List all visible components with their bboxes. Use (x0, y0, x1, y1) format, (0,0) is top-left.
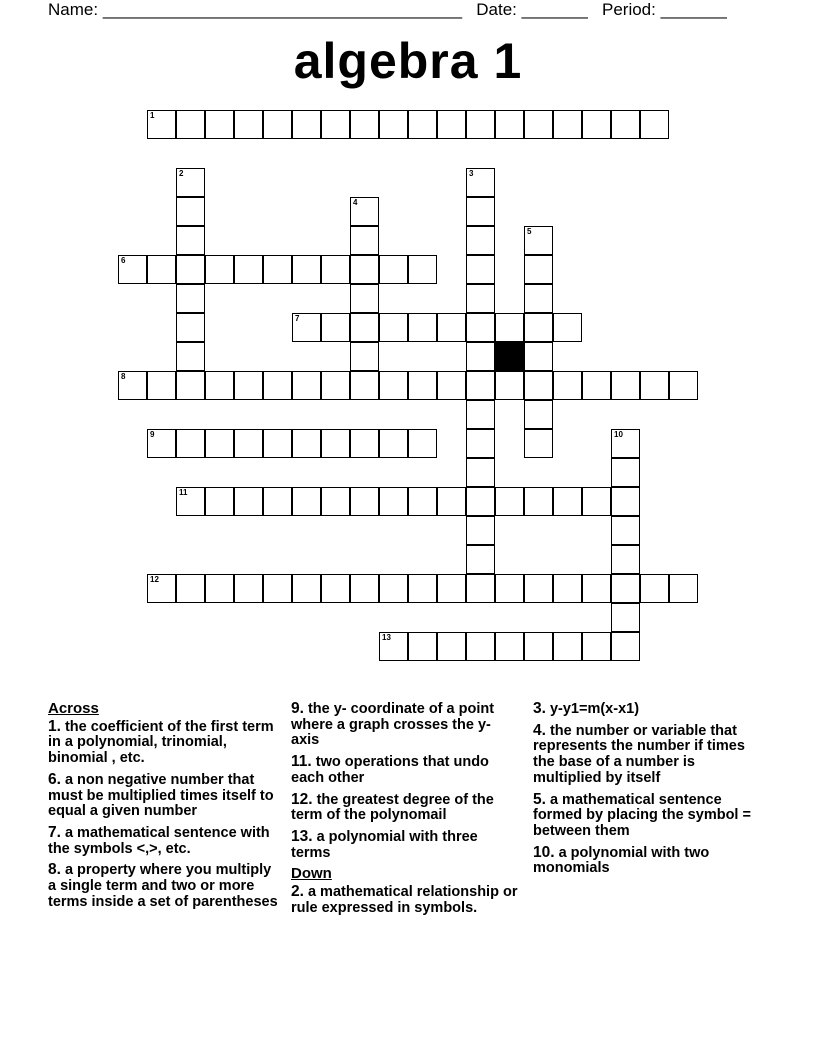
grid-cell[interactable] (611, 110, 640, 139)
clue-column-2 (291, 701, 521, 921)
grid-cell[interactable] (611, 603, 640, 632)
grid-cell[interactable] (234, 429, 263, 458)
grid-cell[interactable] (321, 429, 350, 458)
grid-cell[interactable] (321, 313, 350, 342)
grid-cell[interactable] (379, 110, 408, 139)
grid-cell[interactable] (640, 371, 669, 400)
grid-cell[interactable] (495, 110, 524, 139)
grid-cell[interactable] (437, 371, 466, 400)
clue-across-6: 6. a non negative number that must be multiplied times itself to equal a given number (48, 770, 274, 820)
grid-cell[interactable] (466, 226, 495, 255)
grid-cell[interactable] (466, 313, 495, 342)
grid-cell[interactable] (582, 110, 611, 139)
grid-cell[interactable] (205, 371, 234, 400)
clue-across-7: 7. a mathematical sentence with the symbols <,>, etc. (48, 823, 270, 857)
across-heading: Across (48, 700, 99, 717)
grid-cell[interactable] (350, 197, 379, 226)
grid-cell[interactable] (118, 371, 147, 400)
grid-cell[interactable] (234, 110, 263, 139)
grid-cell[interactable] (176, 313, 205, 342)
grid-cell[interactable] (524, 400, 553, 429)
grid-cell[interactable] (524, 313, 553, 342)
page-title: algebra 1 (293, 33, 523, 89)
grid-cell[interactable] (350, 284, 379, 313)
grid-cell[interactable] (611, 516, 640, 545)
grid-cell[interactable] (466, 400, 495, 429)
grid-cell[interactable] (524, 255, 553, 284)
grid-cell[interactable] (350, 371, 379, 400)
grid-cell[interactable] (379, 371, 408, 400)
grid-cell[interactable] (466, 429, 495, 458)
grid-cell[interactable] (379, 255, 408, 284)
grid-cell[interactable] (263, 255, 292, 284)
period-blank[interactable]: _______ (660, 0, 727, 19)
grid-cell[interactable] (176, 168, 205, 197)
header-line (48, 0, 727, 20)
grid-cell[interactable] (524, 342, 553, 371)
grid-cell[interactable] (611, 458, 640, 487)
grid-cell[interactable] (640, 110, 669, 139)
clue-number: 9 (150, 430, 155, 439)
grid-cell[interactable] (408, 110, 437, 139)
grid-cell[interactable] (466, 574, 495, 603)
grid-cell[interactable] (176, 284, 205, 313)
grid-cell[interactable] (321, 371, 350, 400)
grid-cell[interactable] (495, 574, 524, 603)
grid-cell[interactable] (292, 429, 321, 458)
grid-cell[interactable] (466, 197, 495, 226)
clue-number: 8 (121, 372, 126, 381)
grid-cell[interactable] (495, 632, 524, 661)
grid-cell[interactable] (524, 371, 553, 400)
clue-down-3: 3. y-y1=m(x-x1) (533, 700, 640, 717)
grid-cell[interactable] (582, 487, 611, 516)
grid-cell[interactable] (524, 110, 553, 139)
grid-cell[interactable] (176, 255, 205, 284)
clue-number: 12 (150, 575, 159, 584)
grid-cell[interactable] (205, 574, 234, 603)
clue-across-9: 9. the y- coordinate of a point where a graph crosses the y- axis (291, 700, 495, 749)
grid-cell[interactable] (524, 226, 553, 255)
clue-number: 2 (179, 169, 184, 178)
grid-cell[interactable] (292, 487, 321, 516)
grid-cell[interactable] (350, 342, 379, 371)
grid-cell[interactable] (466, 545, 495, 574)
grid-cell[interactable] (176, 110, 205, 139)
grid-cell[interactable] (524, 284, 553, 313)
clue-number: 13 (382, 633, 391, 642)
grid-cell[interactable] (524, 574, 553, 603)
clue-number: 11 (179, 488, 188, 497)
grid-cell[interactable] (466, 458, 495, 487)
grid-cell[interactable] (321, 487, 350, 516)
grid-cell[interactable] (350, 429, 379, 458)
grid-cell[interactable] (379, 313, 408, 342)
grid-cell[interactable] (379, 632, 408, 661)
grid-cell[interactable] (263, 487, 292, 516)
grid-cell[interactable] (553, 487, 582, 516)
grid-cell[interactable] (466, 255, 495, 284)
grid-cell[interactable] (408, 313, 437, 342)
grid-cell[interactable] (350, 574, 379, 603)
clue-across-13: 13. a polynomial with three terms (291, 827, 478, 861)
grid-cell[interactable] (205, 487, 234, 516)
grid-cell[interactable] (408, 574, 437, 603)
grid-cell[interactable] (176, 197, 205, 226)
grid-cell[interactable] (611, 574, 640, 603)
grid-cell[interactable] (292, 313, 321, 342)
grid-cell[interactable] (495, 371, 524, 400)
grid-cell[interactable] (466, 371, 495, 400)
grid-cell[interactable] (553, 574, 582, 603)
grid-cell[interactable] (263, 371, 292, 400)
grid-cell[interactable] (582, 574, 611, 603)
grid-cell[interactable] (553, 632, 582, 661)
grid-cell[interactable] (379, 487, 408, 516)
date-label: Date: (476, 0, 517, 19)
clue-across-8: 8. a property where you multiply a single term and two or more terms inside a set of parentheses (48, 861, 278, 910)
grid-cell[interactable] (205, 110, 234, 139)
grid-cell[interactable] (321, 255, 350, 284)
grid-cell[interactable] (321, 110, 350, 139)
grid-cell[interactable] (147, 574, 176, 603)
grid-cell[interactable] (524, 429, 553, 458)
down-heading: Down (291, 865, 332, 883)
grid-cell[interactable] (524, 487, 553, 516)
grid-cell[interactable] (176, 342, 205, 371)
grid-cell[interactable] (176, 371, 205, 400)
grid-cell[interactable] (176, 226, 205, 255)
grid-cell[interactable] (466, 342, 495, 371)
grid-cell[interactable] (176, 487, 205, 516)
grid-cell[interactable] (611, 429, 640, 458)
grid-cell[interactable] (176, 574, 205, 603)
grid-cell[interactable] (669, 371, 698, 400)
clue-down-10: 10. a polynomial with two monomials (533, 843, 710, 877)
grid-cell[interactable] (611, 371, 640, 400)
clue-down-5: 5. a mathematical sentence formed by placing the symbol = between them (533, 790, 751, 839)
grid-cell[interactable] (495, 313, 524, 342)
grid-cell[interactable] (350, 110, 379, 139)
grid-cell[interactable] (408, 487, 437, 516)
grid-cell[interactable] (640, 574, 669, 603)
name-blank[interactable]: ______________________________________ (102, 0, 463, 19)
grid-cell[interactable] (292, 574, 321, 603)
name-label: Name: (48, 0, 99, 19)
grid-cell[interactable] (147, 110, 176, 139)
grid-cell[interactable] (408, 255, 437, 284)
grid-cell[interactable] (582, 371, 611, 400)
grid-cell[interactable] (176, 429, 205, 458)
grid-cell[interactable] (466, 487, 495, 516)
grid-cell[interactable] (437, 487, 466, 516)
clue-across-11: 11. two operations that undo each other (291, 753, 489, 786)
grid-cell[interactable] (118, 255, 147, 284)
grid-cell[interactable] (147, 429, 176, 458)
grid-cell[interactable] (466, 284, 495, 313)
grid-cell[interactable] (321, 574, 350, 603)
clue-across-12: 12. the greatest degree of the term of the polynomail (291, 790, 494, 824)
grid-cell[interactable] (495, 487, 524, 516)
clue-number: 4 (353, 198, 358, 207)
grid-cell[interactable] (379, 429, 408, 458)
grid-cell[interactable] (263, 574, 292, 603)
grid-cell[interactable] (234, 255, 263, 284)
clue-number: 1 (150, 111, 155, 120)
grid-cell[interactable] (379, 574, 408, 603)
grid-cell[interactable] (437, 632, 466, 661)
grid-cell[interactable] (350, 226, 379, 255)
grid-cell[interactable] (611, 545, 640, 574)
grid-cell[interactable] (437, 574, 466, 603)
clue-number: 5 (527, 227, 532, 236)
grid-cell[interactable] (205, 429, 234, 458)
grid-cell[interactable] (408, 371, 437, 400)
grid-cell[interactable] (466, 516, 495, 545)
grid-cell[interactable] (205, 255, 234, 284)
clue-column-3 (533, 701, 763, 882)
period-label: Period: (602, 0, 656, 19)
clue-number: 7 (295, 314, 300, 323)
grid-cell[interactable] (582, 632, 611, 661)
grid-cell[interactable] (408, 632, 437, 661)
grid-cell[interactable] (263, 429, 292, 458)
grid-cell[interactable] (350, 487, 379, 516)
grid-cell[interactable] (408, 429, 437, 458)
grid-cell[interactable] (611, 487, 640, 516)
grid-cell[interactable] (234, 487, 263, 516)
grid-cell[interactable] (437, 313, 466, 342)
clue-across-1: 1. the coefficient of the first term in a polynomial, trinomial, binomial , etc. (48, 717, 274, 767)
clue-number: 6 (121, 256, 126, 265)
grid-cell[interactable] (350, 313, 379, 342)
clue-number: 10 (614, 430, 623, 439)
grid-cell[interactable] (234, 371, 263, 400)
grid-cell[interactable] (292, 110, 321, 139)
clue-number: 3 (469, 169, 474, 178)
grid-cell[interactable] (553, 313, 582, 342)
grid-cell[interactable] (437, 110, 466, 139)
grid-cell[interactable] (234, 574, 263, 603)
grid-cell[interactable] (466, 110, 495, 139)
clue-column-1 (48, 701, 278, 915)
grid-cell[interactable] (611, 632, 640, 661)
grid-cell[interactable] (147, 255, 176, 284)
grid-cell[interactable] (553, 371, 582, 400)
grid-cell[interactable] (292, 255, 321, 284)
clue-down-4: 4. the number or variable that represents the number if times the base of a number is multiplied by itself (533, 721, 745, 786)
grid-cell[interactable] (466, 168, 495, 197)
black-cell (495, 342, 524, 371)
grid-cell[interactable] (263, 110, 292, 139)
grid-cell[interactable] (524, 632, 553, 661)
grid-cell[interactable] (553, 110, 582, 139)
clue-down-2: 2. a mathematical relationship or rule expressed in symbols. (291, 883, 518, 916)
grid-cell[interactable] (669, 574, 698, 603)
grid-cell[interactable] (350, 255, 379, 284)
grid-cell[interactable] (292, 371, 321, 400)
grid-cell[interactable] (466, 632, 495, 661)
date-blank[interactable]: _______ (521, 0, 588, 19)
grid-cell[interactable] (147, 371, 176, 400)
